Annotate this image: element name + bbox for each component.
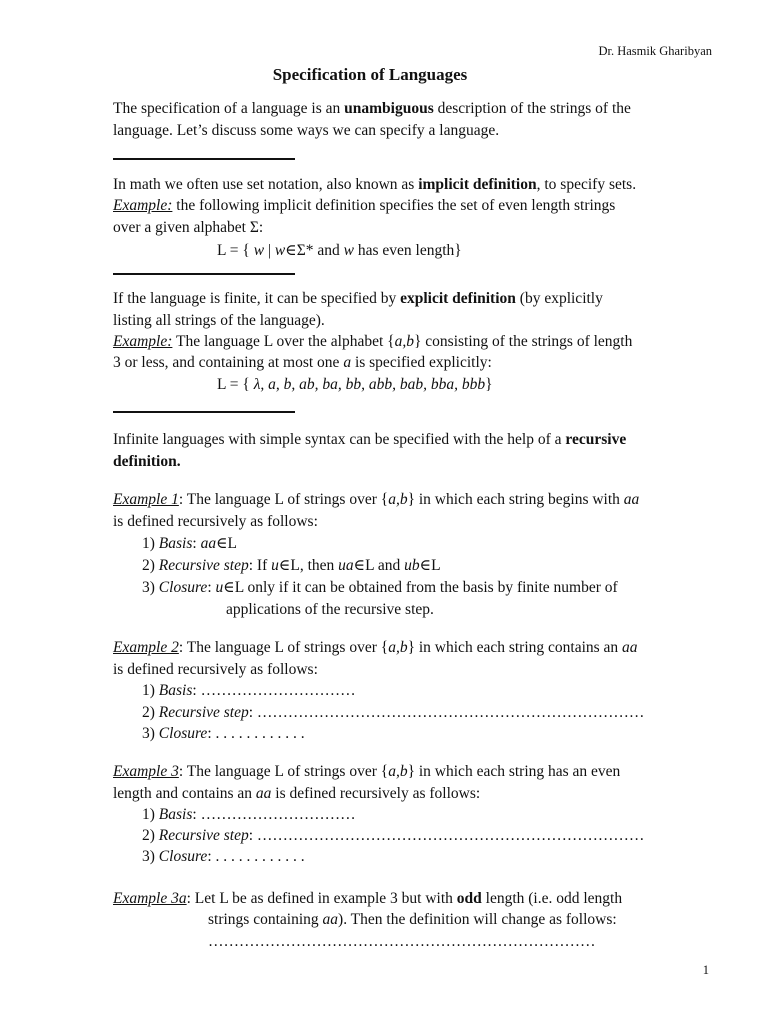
section-divider	[113, 411, 295, 413]
implicit-line-3: over a given alphabet Σ:	[113, 219, 264, 236]
author-name: Dr. Hasmik Gharibyan	[598, 44, 712, 58]
example-1-basis: 1) Basis: aa∈L	[142, 535, 238, 552]
implicit-example-line: Example: the following implicit definition specifies the set of even length strings	[113, 197, 616, 214]
intro-line-2: language. Let’s discuss some ways we can specify a language.	[113, 122, 500, 139]
implicit-line-1: In math we often use set notation, also known as implicit definition, to specify sets.	[113, 176, 637, 193]
explicit-formula: L = { λ, a, b, ab, ba, bb, abb, bab, bba, bbb}	[217, 376, 493, 393]
intro-line-1: The specification of a language is an unambiguous description of the strings of the	[113, 100, 631, 117]
example-1-recursive-step: 2) Recursive step: If u∈L, then ua∈L and ub∈L	[142, 557, 441, 574]
page-title: Specification of Languages	[272, 65, 468, 84]
explicit-example-line: Example: The language L over the alphabet {a,b} consisting of the strings of length	[113, 333, 633, 350]
example-3a-blank: …………………………………………………………………	[208, 933, 596, 950]
example-2-line-2: is defined recursively as follows:	[113, 661, 318, 678]
recursive-line-1: Infinite languages with simple syntax can be specified with the help of a recursive	[113, 431, 627, 448]
example-3-heading: Example 3: The language L of strings over {a,b} in which each string has an even	[113, 763, 621, 780]
example-2-closure: 3) Closure: . . . . . . . . . . . .	[142, 725, 305, 742]
example-3-line-2: length and contains an aa is defined recursively as follows:	[113, 785, 481, 802]
recursive-line-2: definition.	[113, 453, 181, 470]
page-number: 1	[702, 963, 709, 977]
example-3a-line-2: strings containing aa). Then the definition will change as follows:	[208, 911, 617, 928]
example-1-closure-line-2: applications of the recursive step.	[226, 601, 434, 618]
example-3-recursive-step: 2) Recursive step: …………………………………………………………………	[142, 827, 645, 844]
example-1-closure: 3) Closure: u∈L only if it can be obtained from the basis by finite number of	[142, 579, 618, 596]
example-2-recursive-step: 2) Recursive step: …………………………………………………………………	[142, 704, 645, 721]
example-1-line-2: is defined recursively as follows:	[113, 513, 318, 530]
example-3a-heading: Example 3a: Let L be as defined in example 3 but with odd length (i.e. odd length	[113, 890, 623, 907]
section-divider	[113, 158, 295, 160]
example-2-basis: 1) Basis: …………………………	[142, 682, 356, 699]
implicit-formula: L = { w | w∈Σ* and w has even length}	[217, 242, 462, 259]
example-3-closure: 3) Closure: . . . . . . . . . . . .	[142, 848, 305, 865]
explicit-line-2: listing all strings of the language).	[113, 312, 325, 329]
explicit-line-4: 3 or less, and containing at most one a is specified explicitly:	[113, 354, 492, 371]
section-divider	[113, 273, 295, 275]
explicit-line-1: If the language is finite, it can be specified by explicit definition (by explicitly	[113, 290, 603, 307]
example-1-heading: Example 1: The language L of strings over {a,b} in which each string begins with aa	[113, 491, 640, 508]
example-2-heading: Example 2: The language L of strings over {a,b} in which each string contains an aa	[113, 639, 638, 656]
example-3-basis: 1) Basis: …………………………	[142, 806, 356, 823]
